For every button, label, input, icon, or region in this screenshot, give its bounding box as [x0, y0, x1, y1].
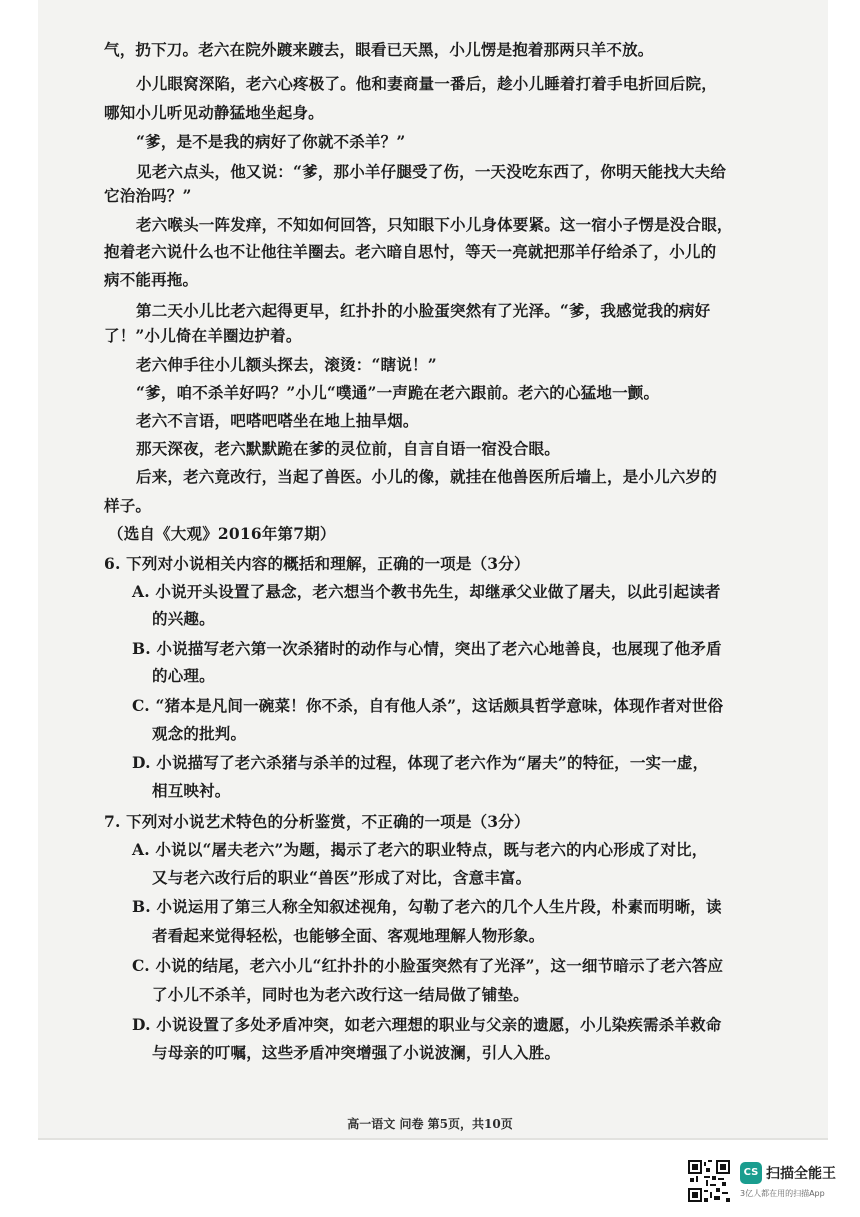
question-6-option-c: C. “猪本是凡间一碗菜！你不杀，自有他人杀”，这话颇具哲学意味，体现作者对世俗 — [132, 696, 724, 715]
question-7-option-d-cont: 与母亲的叮嘱，这些矛盾冲突增强了小说波澜，引人入胜。 — [152, 1043, 561, 1062]
story-paragraph: 第二天小儿比老六起得更早，红扑扑的小脸蛋突然有了光泽。“爹，我感觉我的病好 — [136, 301, 711, 320]
question-6-option-a-cont: 的兴趣。 — [152, 609, 215, 628]
story-paragraph: 那天深夜，老六默默跪在爹的灵位前，自言自语一宿没合眼。 — [136, 439, 560, 458]
story-paragraph: 气，扔下刀。老六在院外踱来踱去，眼看已天黑，小儿愣是抱着那两只羊不放。 — [104, 40, 654, 59]
question-7-option-c: C. 小说的结尾，老六小儿“红扑扑的小脸蛋突然有了光泽”，这一细节暗示了老六答应 — [132, 956, 724, 975]
scanner-brand-name: 扫描全能王 — [766, 1166, 836, 1182]
camscanner-logo: CS — [740, 1162, 762, 1184]
scanner-tagline: 3亿人都在用的扫描App — [740, 1189, 825, 1198]
question-7-option-b: B. 小说运用了第三人称全知叙述视角，勾勒了老六的几个人生片段，朴素而明晰，读 — [132, 897, 722, 916]
story-paragraph: 见老六点头，他又说：“爹，那小羊仔腿受了伤，一天没吃东西了，你明天能找大夫给 — [136, 162, 727, 181]
scanner-watermark — [688, 1160, 860, 1204]
qr-code-icon — [688, 1160, 730, 1202]
story-paragraph: 它治治吗？” — [104, 186, 192, 205]
page-edge — [38, 1138, 828, 1140]
question-6-stem: 6. 下列对小说相关内容的概括和理解，正确的一项是（3分） — [104, 554, 530, 573]
question-7-option-c-cont: 了小儿不杀羊，同时也为老六改行这一结局做了铺垫。 — [152, 985, 529, 1004]
question-6-option-d-cont: 相互映衬。 — [152, 781, 231, 800]
question-7-option-d: D. 小说设置了多处矛盾冲突，如老六理想的职业与父亲的遗愿，小儿染疾需杀羊救命 — [132, 1015, 722, 1034]
question-7-option-b-cont: 者看起来觉得轻松，也能够全面、客观地理解人物形象。 — [152, 926, 545, 945]
question-7-option-a-cont: 又与老六改行后的职业“兽医”形成了对比，含意丰富。 — [152, 868, 532, 887]
story-paragraph: 老六伸手往小儿额头探去，滚烫：“瞎说！” — [136, 355, 437, 374]
story-paragraph: “爹，是不是我的病好了你就不杀羊？” — [136, 132, 406, 151]
story-paragraph: 老六喉头一阵发痒，不知如何回答，只知眼下小儿身体要紧。这一宿小子愣是没合眼， — [136, 215, 733, 234]
story-paragraph: 哪知小儿听见动静猛地坐起身。 — [104, 103, 324, 122]
story-paragraph: 样子。 — [104, 496, 152, 515]
question-6-option-b-cont: 的心理。 — [152, 666, 215, 685]
story-paragraph: 病不能再拖。 — [104, 270, 199, 289]
story-paragraph: 小儿眼窝深陷，老六心疼极了。他和妻商量一番后，趁小儿睡着打着手电折回后院， — [136, 74, 717, 93]
page-footer: 高一语文 问卷 第5页，共10页 — [347, 1117, 513, 1131]
story-paragraph: 抱着老六说什么也不让他往羊圈去。老六暗自思忖，等天一亮就把那羊仔给杀了，小儿的 — [104, 242, 717, 261]
source-citation: （选自《大观》2016年第7期） — [108, 524, 336, 543]
question-6-option-b: B. 小说描写老六第一次杀猪时的动作与心情，突出了老六心地善良，也展现了他矛盾 — [132, 639, 722, 658]
story-paragraph: 了！”小儿倚在羊圈边护着。 — [104, 326, 302, 345]
story-paragraph: 后来，老六竟改行，当起了兽医。小儿的像，就挂在他兽医所后墙上，是小儿六岁的 — [136, 467, 717, 486]
question-7-stem: 7. 下列对小说艺术特色的分析鉴赏，不正确的一项是（3分） — [104, 812, 530, 831]
story-paragraph: “爹，咱不杀羊好吗？”小儿“噗通”一声跪在老六跟前。老六的心猛地一颤。 — [136, 383, 660, 402]
story-paragraph: 老六不言语，吧嗒吧嗒坐在地上抽旱烟。 — [136, 411, 419, 430]
question-7-option-a: A. 小说以“屠夫老六”为题，揭示了老六的职业特点，既与老六的内心形成了对比， — [132, 840, 708, 859]
question-6-option-d: D. 小说描写了老六杀猪与杀羊的过程，体现了老六作为“屠夫”的特征，一实一虚， — [132, 753, 709, 772]
question-6-option-a: A. 小说开头设置了悬念，老六想当个教书先生，却继承父业做了屠夫，以此引起读者 — [132, 582, 721, 601]
question-6-option-c-cont: 观念的批判。 — [152, 724, 247, 743]
